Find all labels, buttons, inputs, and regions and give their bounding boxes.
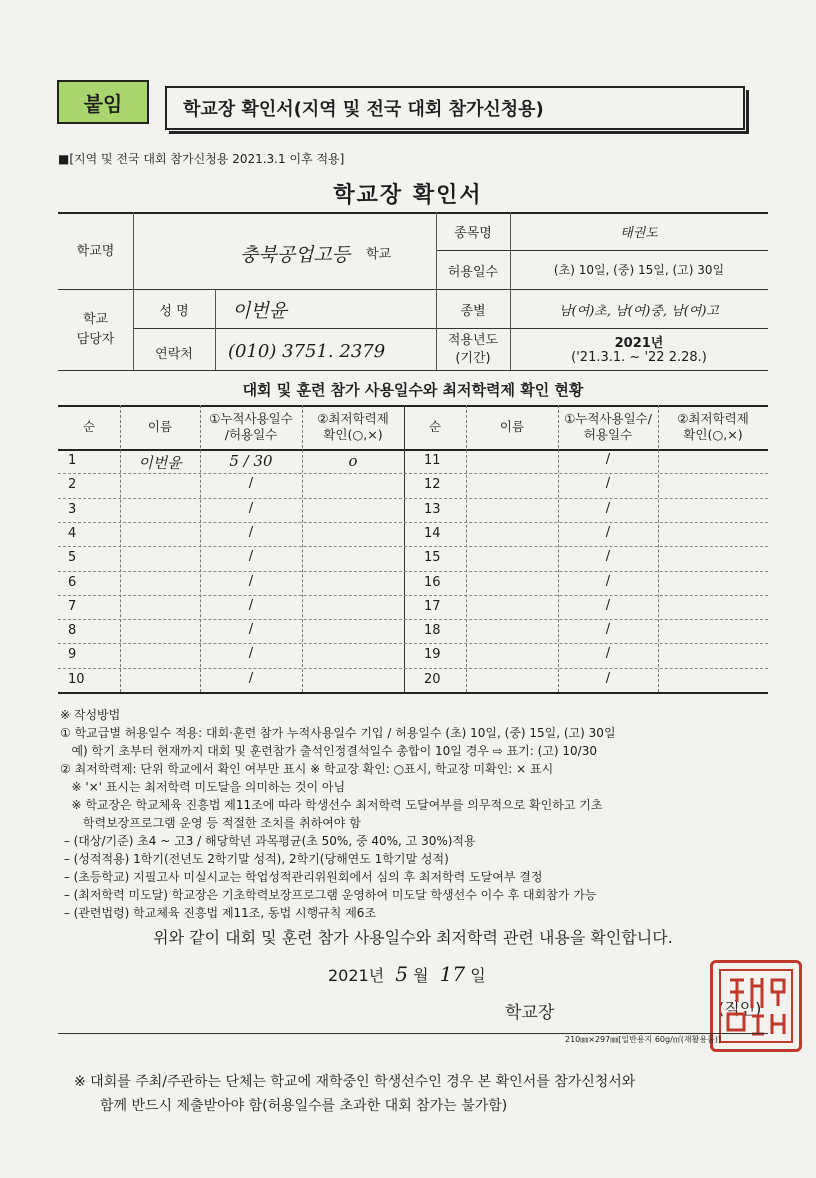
date-month: 5: [395, 962, 409, 986]
row-line: [58, 619, 768, 620]
instruction-line: ※ '×' 표시는 최저학력 미도달을 의미하는 것이 아님: [60, 780, 346, 794]
accumulated-days: /: [605, 549, 611, 565]
row-number: 10: [68, 671, 85, 687]
category-value: 남(여)초, 남(여)중, 남(여)고: [559, 304, 719, 319]
instruction-line: ① 학교급별 허용일수 적용: 대회·훈련 참가 누적사용일수 기입 / 허용일수 (초) 10일, (중) 15일, (고) 30일: [60, 726, 616, 740]
accumulated-days: /: [605, 573, 611, 589]
accumulated-days: 5 / 30: [229, 452, 273, 470]
row-number: 15: [424, 550, 441, 566]
seal-label: (직인): [718, 999, 762, 1018]
line: [215, 289, 216, 370]
instructions: [60, 706, 780, 922]
row-number: 3: [68, 501, 77, 517]
applicability-note: ■[지역 및 전국 대회 참가신청용 2021.3.1 이후 적용]: [58, 152, 345, 166]
row-number: 11: [424, 453, 441, 468]
table-header: ①누적사용일수 /허용일수: [209, 411, 293, 442]
instruction-line: ※ 작성방법: [60, 708, 121, 722]
instruction-line: ※ 학교장은 학교체육 진흥법 제11조에 따라 학생선수 최저학력 도달여부를 의무적으로 확인하고 기초: [60, 798, 603, 812]
row-number: 17: [424, 598, 441, 614]
accumulated-days: /: [248, 549, 254, 565]
table-top-border: [58, 405, 768, 407]
row-number: 7: [68, 598, 77, 614]
year-value: 2021년: [614, 336, 664, 351]
allowed-days-value: (초) 10일, (중) 15일, (고) 30일: [553, 263, 725, 277]
period-value: ('21.3.1. ~ '22 2.28.): [571, 350, 707, 365]
table-header: 순: [82, 419, 96, 434]
accumulated-days: /: [248, 670, 254, 686]
accumulated-days: /: [605, 622, 611, 638]
principal-label: 학교장: [505, 1003, 555, 1023]
accumulated-days: /: [248, 524, 254, 540]
year-label: 적용년도 (기간): [447, 333, 499, 366]
row-line: [58, 643, 768, 644]
accumulated-days: /: [605, 476, 611, 492]
manager-name: 이번윤: [232, 300, 288, 322]
row-number: 4: [68, 525, 77, 541]
table-header: ②최저학력제 확인(○,×): [317, 411, 389, 442]
row-line: [58, 595, 768, 596]
accumulated-days: /: [605, 597, 611, 613]
accumulated-days: /: [605, 646, 611, 662]
form-title: 학교장 확인서: [333, 183, 483, 208]
row-number: 8: [68, 623, 77, 639]
column-divider: [120, 405, 121, 692]
row-number: 16: [424, 574, 441, 590]
line: [436, 250, 768, 251]
accumulated-days: /: [248, 646, 254, 662]
school-label: 학교명: [76, 244, 115, 259]
attachment-badge: 붙임: [57, 80, 149, 124]
accumulated-days: /: [248, 573, 254, 589]
accumulated-days: /: [605, 500, 611, 516]
row-number: 18: [424, 623, 441, 639]
table-bottom-border: [58, 692, 768, 694]
row-number: 14: [424, 525, 441, 541]
footer-note-1: ※ 대회를 주최/주관하는 단체는 학교에 재학중인 학생선수인 경우 본 확인서를 참가신청서와: [74, 1074, 636, 1090]
date-month-label: 월: [413, 966, 429, 985]
section-title: 대회 및 훈련 참가 사용일수와 최저학력제 확인 현황: [242, 381, 584, 399]
instruction-line: 학력보장프로그램 운영 등 적절한 조치를 취하여야 함: [60, 816, 361, 830]
line: [58, 289, 768, 290]
category-label: 종별: [460, 304, 486, 319]
row-number: 6: [68, 574, 77, 590]
column-divider: [658, 405, 659, 692]
accumulated-days: /: [248, 597, 254, 613]
date-year: 2021년: [328, 966, 385, 985]
column-divider: [404, 405, 405, 692]
manager-label: 학교 담당자: [76, 312, 115, 347]
info-top-border: [58, 212, 768, 214]
paper-spec: 210㎜×297㎜[일반용지 60g/㎡(재활용품)]: [565, 1035, 722, 1044]
row-number: 5: [68, 550, 77, 566]
table-header: 이름: [499, 419, 525, 434]
instruction-line: – (최저학력 미도달) 학교장은 기초학력보장프로그램 운영하여 미도달 학생선수 이수 후 대회참가 가능: [60, 888, 597, 902]
column-divider: [302, 405, 303, 692]
table-header: ①누적사용일수/ 허용일수: [564, 411, 652, 442]
contact-value: (010) 3751. 2379: [228, 341, 386, 362]
date-day-label: 일: [470, 966, 486, 985]
event-label: 종목명: [454, 226, 492, 241]
academic-check: o: [348, 452, 358, 470]
accumulated-days: /: [248, 500, 254, 516]
row-line: [58, 546, 768, 547]
instruction-line: – (성적적용) 1학기(전년도 2학기말 성적), 2학기(당해연도 1학기말 성적): [60, 852, 449, 866]
row-number: 9: [68, 647, 77, 663]
row-line: [58, 473, 768, 474]
accumulated-days: /: [248, 476, 254, 492]
instruction-line: ② 최저학력제: 단위 학교에서 확인 여부만 표시 ※ 학교장 확인: ○표시, 학교장 미확인: × 표시: [60, 762, 554, 776]
row-number: 19: [424, 647, 441, 663]
column-divider: [466, 405, 467, 692]
seal-icon: [716, 966, 796, 1046]
header-title: 학교장 확인서(지역 및 전국 대회 참가신청용): [165, 86, 745, 130]
instruction-line: 예) 학기 초부터 현재까지 대회 및 훈련참가 출석인정결석일수 총합이 10일 경우 ⇨ 표기: (고) 10/30: [60, 744, 597, 758]
header-bottom-line: [58, 449, 768, 451]
allowed-days-label: 허용일수: [447, 265, 499, 280]
event-value: 태권도: [620, 226, 658, 241]
table-header: 순: [428, 419, 442, 434]
line: [58, 370, 768, 371]
table-header: 이름: [147, 419, 173, 434]
date-line: [328, 962, 486, 986]
footer-note-2: 함께 반드시 제출받아야 함(허용일수를 초과한 대회 참가는 불가함): [100, 1098, 508, 1114]
row-line: [58, 522, 768, 523]
table-header: ②최저학력제 확인(○,×): [677, 411, 749, 442]
row-number: 2: [68, 477, 77, 493]
accumulated-days: /: [248, 622, 254, 638]
row-number: 13: [424, 501, 441, 517]
confirmation-text: 위와 같이 대회 및 훈련 참가 사용일수와 최저학력 관련 내용을 확인합니다.: [153, 928, 673, 947]
accumulated-days: /: [605, 524, 611, 540]
instruction-line: – (대상/기준) 초4 ~ 고3 / 해당학년 과목평균(초 50%, 중 40%, 고 30%)적용: [60, 834, 476, 848]
instruction-line: – (관련법령) 학교체육 진흥법 제11조, 동법 시행규칙 제6조: [60, 906, 377, 920]
line: [133, 328, 768, 329]
row-line: [58, 498, 768, 499]
contact-label: 연락처: [155, 347, 193, 362]
accumulated-days: /: [605, 670, 611, 686]
row-number: 1: [68, 453, 77, 468]
instruction-line: – (초등학교) 지필고사 미실시교는 학업성적관리위원회에서 심의 후 최저학력 도달여부 결정: [60, 870, 543, 884]
accumulated-days: /: [605, 452, 611, 467]
school-seal-stamp: [710, 960, 802, 1052]
date-day: 17: [439, 962, 466, 986]
school-name: 충북공업고등: [240, 244, 351, 266]
row-line: [58, 571, 768, 572]
row-number: 20: [424, 671, 441, 687]
row-number: 12: [424, 477, 441, 493]
row-line: [58, 668, 768, 669]
student-name: 이번윤: [138, 454, 182, 472]
name-label: 성 명: [159, 304, 189, 319]
school-suffix: 학교: [366, 247, 392, 262]
